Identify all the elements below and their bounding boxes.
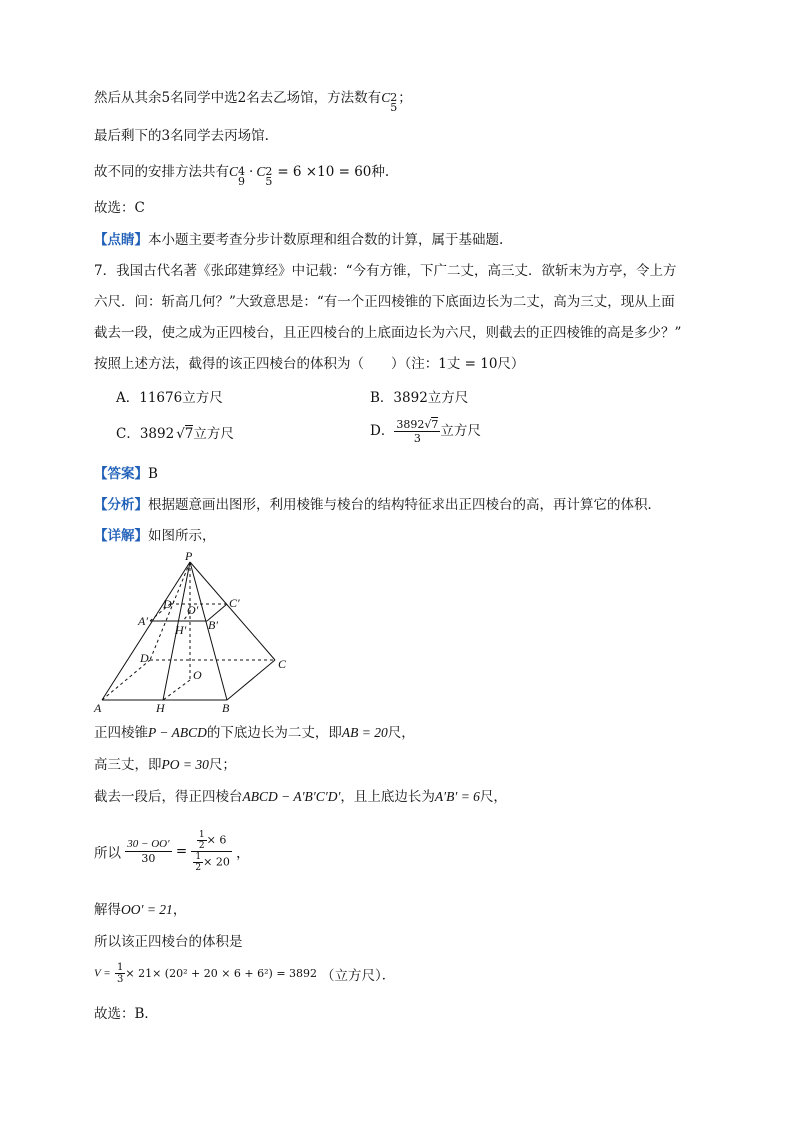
label-c-prime: C′ bbox=[229, 596, 240, 610]
fraction: $\frac{3892√7}{3}$ bbox=[396, 418, 439, 445]
edge-bc bbox=[227, 660, 275, 700]
tag-detail: 【详解】 bbox=[94, 528, 148, 544]
label-a: A bbox=[94, 701, 102, 715]
detail-line: 【详解】如图所示， bbox=[94, 528, 216, 544]
text-line-1: 然后从其余5名同学中选2名去乙场馆，方法数有C 2 5 ； bbox=[94, 90, 412, 114]
solution-line-2: 高三丈，即PO = 30尺； bbox=[94, 757, 236, 773]
text: 然后从其余5名同学中选2名去乙场馆，方法数有 bbox=[94, 90, 382, 106]
solution-line-5: 解得OO′ = 21， bbox=[94, 902, 187, 918]
option-a: A．11676立方尺 bbox=[116, 390, 223, 406]
label-o: O bbox=[193, 668, 202, 682]
label-b: B bbox=[222, 701, 230, 715]
tag-dianjing: 【点睛】 bbox=[94, 232, 148, 248]
solution-line-1: 正四棱锥P − ABCD的下底边长为二丈，即AB = 20尺， bbox=[94, 725, 415, 741]
solution-line-6: 所以该正四棱台的体积是 bbox=[94, 934, 243, 950]
label-p: P bbox=[185, 549, 193, 563]
fraction-right: $\frac{1}{2}$ × 6 $\frac{1}{2}$ × 20 bbox=[191, 830, 231, 873]
text-line-2: 最后剩下的3名同学去丙场馆. bbox=[94, 128, 269, 144]
text-line-5: 【点睛】本小题主要考查分步计数原理和组合数的计算，属于基础题. bbox=[94, 232, 504, 248]
question-7-line-4: 按照上述方法，截得的该正四棱台的体积为（ ）（注：1丈 = 10尺） bbox=[94, 356, 525, 372]
question-7-line-2: 六尺．问：斩高几何？”大致意思是：“有一个正四棱锥的下底面边长为二丈，高为三丈，现从上面 bbox=[94, 294, 675, 310]
analysis-line: 【分析】根据题意画出图形，利用棱锥与棱台的结构特征求出正四棱台的高，再计算它的体积． bbox=[94, 497, 661, 513]
edge-ad bbox=[102, 660, 150, 700]
option-d: D． $\frac{3892√7}{3}$ 立方尺 bbox=[370, 418, 481, 445]
text-line-4: 故选：C bbox=[94, 200, 145, 216]
fraction-third: $\frac{1}{3}$ bbox=[117, 962, 124, 985]
tag-answer: 【答案】 bbox=[94, 466, 148, 482]
solution-line-4: 所以 $\frac{30 - OO'}{30}$ = $\frac{1}{2}$ × 6 $\frac{1}{2}$ × 20 ， bbox=[94, 830, 250, 873]
answer-line: 【答案】B bbox=[94, 466, 158, 482]
label-h: H bbox=[156, 701, 165, 715]
math-c: C bbox=[381, 90, 391, 105]
segment-oh bbox=[163, 680, 190, 700]
text-line-3: 故不同的安排方法共有C 4 9 · C 2 5 = 6 ×10 = 60种. bbox=[94, 164, 390, 188]
question-7-line-1: 7．我国古代名著《张邱建算经》中记载：“今有方锥，下广二丈，高三丈．欲斩末为方亭，令上方 bbox=[94, 263, 677, 279]
label-a-prime: A′ bbox=[138, 614, 148, 628]
solution-line-8: 故选：B． bbox=[94, 1006, 158, 1022]
label-d-prime: D′ bbox=[163, 597, 175, 611]
label-o-prime: O′ bbox=[187, 603, 199, 617]
label-d: D bbox=[140, 651, 149, 665]
solution-line-7: V = $\frac{1}{3}$ × 21× (20² + 20 × 6 + 6²) = 3892 （立方尺）． bbox=[94, 962, 396, 985]
solution-line-3: 截去一段后，得正四棱台ABCD − A′B′C′D′，且上底边长为A′B′ = 6尺， bbox=[94, 789, 507, 805]
label-b-prime: B′ bbox=[208, 618, 218, 632]
pyramid-figure bbox=[90, 548, 300, 718]
edge-pd bbox=[150, 562, 190, 660]
option-b: B．3892立方尺 bbox=[370, 390, 469, 406]
option-c: C．3892 √7立方尺 bbox=[116, 426, 234, 442]
question-7-line-3: 截去一段，使之成为正四棱台，且正四棱台的上底面边长为六尺，则截去的正四棱锥的高是多少？” bbox=[94, 325, 682, 341]
fraction-left: $\frac{30 - OO'}{30}$ bbox=[127, 838, 170, 865]
label-h-prime: H′ bbox=[175, 623, 187, 637]
tag-analysis: 【分析】 bbox=[94, 497, 148, 513]
label-c: C bbox=[278, 657, 287, 671]
